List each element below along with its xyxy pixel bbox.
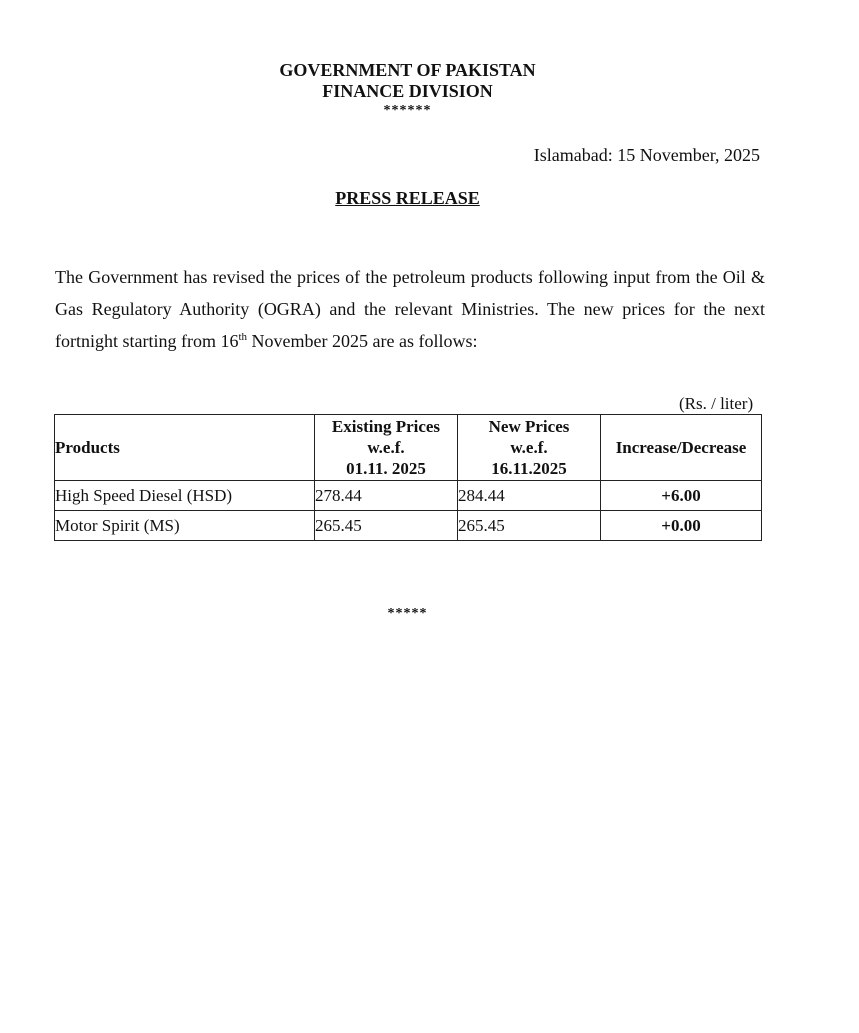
price-unit-label: (Rs. / liter) xyxy=(679,394,754,413)
body-text-main: The Government has revised the prices of the petroleum products following input from the Oil & Gas Regulatory Authority (OGRA) and the relevant Ministries. The new prices for the next fortnight starting from 16 xyxy=(55,267,765,351)
press-release-body xyxy=(55,261,765,357)
division-heading: FINANCE DIVISION xyxy=(322,81,493,101)
header-new-prices xyxy=(458,415,601,481)
new-price: 284.44 xyxy=(458,481,601,511)
header-existing-line3: 01.11. 2025 xyxy=(346,459,426,478)
header-existing-line1: Existing Prices xyxy=(331,417,441,436)
header-existing-line2: w.e.f. xyxy=(367,438,405,457)
body-text-superscript: th xyxy=(238,331,248,343)
product-name: Motor Spirit (MS) xyxy=(55,511,315,541)
table-row xyxy=(55,481,762,511)
header-new-line2: w.e.f. xyxy=(510,438,548,457)
price-change: +0.00 xyxy=(601,511,762,541)
table-row xyxy=(55,511,762,541)
header-new-line3: 16.11.2025 xyxy=(491,459,567,478)
table-header-row xyxy=(55,415,762,481)
body-text-end: November 2025 are as follows: xyxy=(247,331,478,351)
header-increase-decrease: Increase/Decrease xyxy=(601,415,762,481)
existing-price: 278.44 xyxy=(315,481,458,511)
product-name: High Speed Diesel (HSD) xyxy=(55,481,315,511)
footer-separator: ***** xyxy=(387,606,428,621)
price-change: +6.00 xyxy=(601,481,762,511)
government-heading: GOVERNMENT OF PAKISTAN xyxy=(279,60,536,80)
price-table xyxy=(54,414,762,541)
press-release-title: PRESS RELEASE xyxy=(335,188,480,208)
header-new-line1: New Prices xyxy=(488,417,570,436)
header-products: Products xyxy=(55,415,315,481)
header-existing-prices xyxy=(315,415,458,481)
existing-price: 265.45 xyxy=(315,511,458,541)
new-price: 265.45 xyxy=(458,511,601,541)
header-separator: ****** xyxy=(383,103,432,118)
date-line: Islamabad: 15 November, 2025 xyxy=(533,145,760,165)
